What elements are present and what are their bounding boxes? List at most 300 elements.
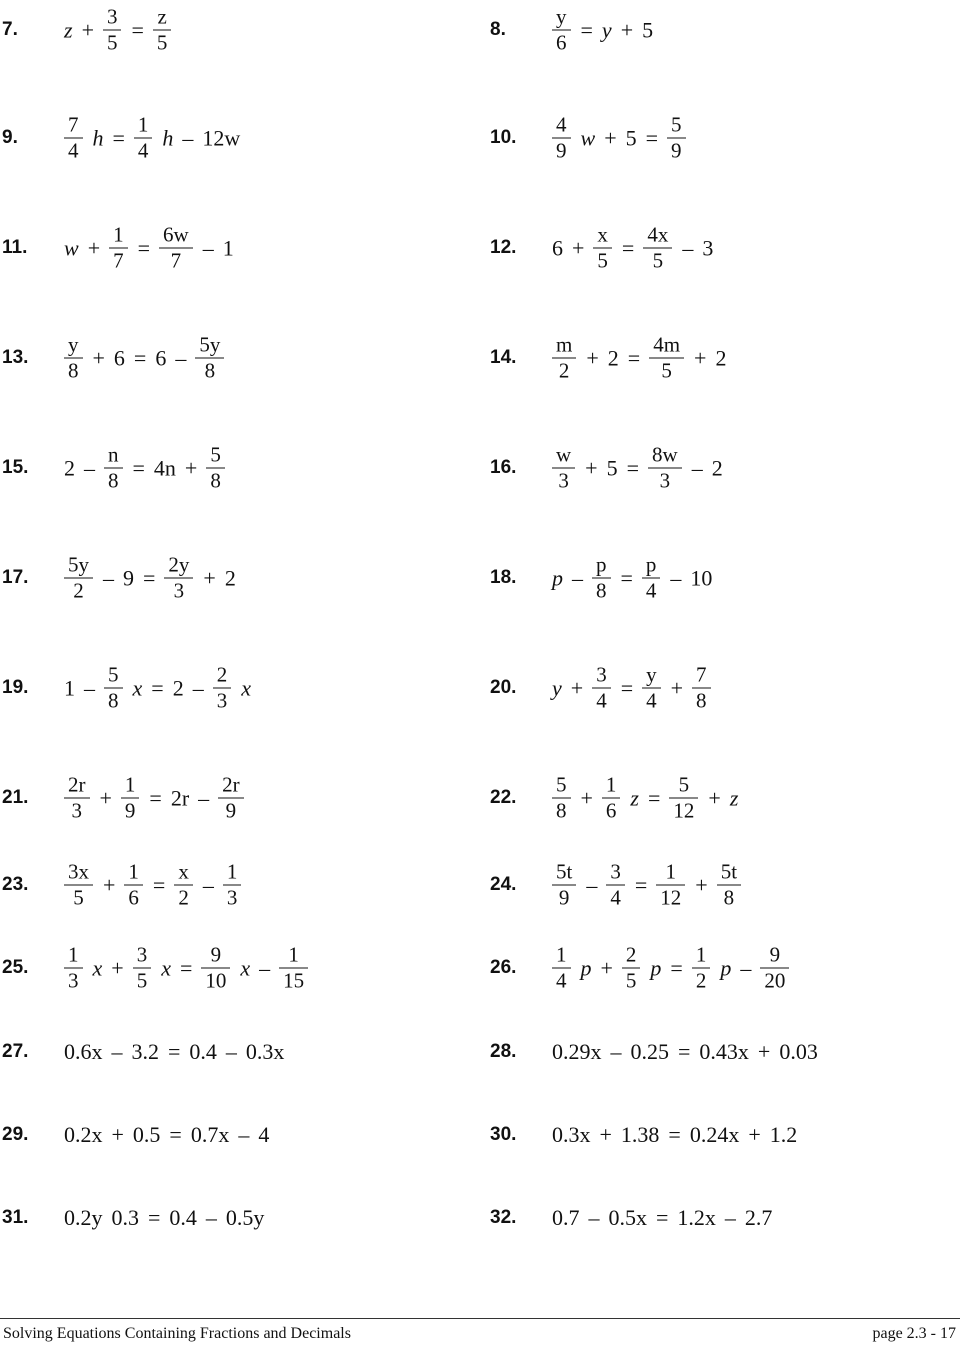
fraction: [195, 332, 224, 383]
denominator: 5: [106, 30, 118, 55]
equation-term: p: [720, 955, 732, 980]
numerator: 4m: [653, 332, 681, 357]
equation-term: 0.4: [169, 1205, 197, 1230]
problem-15: [2, 438, 462, 498]
equation: [64, 4, 181, 55]
fraction: [648, 442, 682, 493]
problem-number: 13.: [2, 347, 29, 368]
fraction: [213, 662, 232, 713]
fraction: [134, 112, 153, 163]
equation-term: x: [92, 955, 103, 980]
fraction: [64, 772, 90, 823]
equation: [64, 662, 260, 713]
equation-term: +: [604, 125, 617, 150]
numerator: 1: [113, 222, 124, 247]
equation-term: z: [630, 785, 639, 810]
problem-number: 17.: [2, 567, 29, 588]
denominator: 8: [68, 358, 79, 383]
equation-term: –: [205, 1205, 217, 1230]
equation-term: 6: [113, 345, 125, 370]
problem-23: [2, 855, 462, 915]
equation-term: 0.3x: [552, 1122, 591, 1147]
problem-11: [2, 218, 462, 278]
numerator: 1: [226, 859, 238, 884]
numerator: z: [157, 4, 167, 29]
equation-term: =: [620, 675, 634, 700]
equation-term: –: [740, 955, 752, 980]
fraction: [64, 552, 93, 603]
numerator: y: [646, 662, 657, 687]
fraction: [104, 442, 123, 493]
denominator: 7: [170, 248, 182, 273]
numerator: 4: [556, 112, 567, 137]
equation-term: +: [111, 1122, 124, 1147]
numerator: 1: [124, 772, 136, 797]
numerator: 5: [108, 662, 119, 687]
equation-term: 2: [715, 345, 727, 370]
numerator: 2: [625, 942, 637, 967]
denominator: 3: [216, 688, 228, 713]
fraction: [103, 4, 122, 55]
denominator: 10: [205, 968, 227, 993]
equation-term: 1.2: [769, 1122, 798, 1147]
equation: [552, 332, 735, 383]
problem-30: [490, 1105, 950, 1165]
numerator: 1: [695, 942, 707, 967]
fraction: [104, 662, 123, 713]
equation-term: 5: [642, 17, 654, 42]
denominator: 3: [68, 968, 79, 993]
equation-term: –: [198, 785, 210, 810]
equation-term: =: [179, 955, 193, 980]
fraction: [153, 4, 172, 55]
fraction: [552, 772, 571, 823]
equation-term: 1: [64, 675, 75, 700]
equation: [64, 442, 235, 493]
equation-term: +: [103, 872, 116, 897]
footer-title: Solving Equations Containing Fractions and Decimals: [3, 1325, 351, 1342]
fraction: [174, 859, 193, 910]
equation-term: w: [64, 235, 79, 260]
equation-term: 0.25: [630, 1039, 669, 1064]
fraction: [592, 662, 611, 713]
equation-term: =: [647, 785, 661, 810]
equation: [64, 859, 251, 910]
numerator: 4x: [647, 222, 669, 247]
problem-number: 9.: [2, 127, 18, 148]
equation-term: =: [168, 1039, 181, 1064]
problem-number: 22.: [490, 787, 517, 808]
numerator: 6w: [163, 222, 189, 247]
fraction: [656, 859, 685, 910]
problem-7: [2, 0, 462, 60]
problem-22: [490, 768, 950, 828]
equation-term: =: [626, 455, 640, 480]
equation-term: 12w: [202, 125, 241, 150]
numerator: 2r: [68, 772, 86, 797]
equation-term: =: [678, 1039, 691, 1064]
problem-25: [2, 938, 462, 998]
equation-term: –: [586, 872, 598, 897]
problem-29: [2, 1105, 462, 1165]
equation: [552, 1122, 806, 1148]
numerator: p: [645, 552, 657, 577]
denominator: 9: [225, 798, 237, 823]
denominator: 4: [645, 578, 657, 603]
numerator: 1: [556, 942, 567, 967]
numerator: 5y: [68, 552, 89, 577]
denominator: 4: [556, 968, 567, 993]
equation: [552, 942, 799, 993]
equation-term: 3: [702, 235, 714, 260]
equation-term: –: [225, 1039, 237, 1064]
numerator: 1: [137, 112, 149, 137]
equation-term: –: [84, 675, 95, 700]
equation: [552, 222, 722, 273]
problem-21: [2, 768, 462, 828]
numerator: 2y: [168, 552, 190, 577]
equation-term: –: [111, 1039, 123, 1064]
equation-term: =: [668, 1122, 681, 1147]
denominator: 8: [723, 885, 735, 910]
numerator: n: [108, 442, 119, 467]
equation-term: +: [600, 955, 613, 980]
numerator: 2r: [222, 772, 240, 797]
fraction: [279, 942, 308, 993]
equation-term: =: [148, 1205, 161, 1230]
denominator: 2: [73, 578, 84, 603]
fraction: [109, 222, 128, 273]
problem-14: [490, 328, 950, 388]
equation: [552, 112, 696, 163]
equation-term: =: [620, 565, 633, 590]
problem-9: [2, 108, 462, 168]
equation-term: =: [151, 675, 164, 700]
equation-term: –: [202, 235, 214, 260]
equation-term: 0.5x: [608, 1205, 647, 1230]
denominator: 5: [136, 968, 148, 993]
numerator: 5: [210, 442, 221, 467]
numerator: y: [68, 332, 79, 357]
page-number: page 2.3 - 17: [872, 1325, 956, 1342]
equation-term: –: [192, 675, 204, 700]
equation: [552, 1205, 781, 1231]
equation-term: z: [729, 785, 739, 810]
denominator: 9: [124, 798, 136, 823]
equation: [64, 552, 245, 603]
equation-term: 5: [606, 455, 618, 480]
fraction: [64, 859, 93, 910]
denominator: 3: [173, 578, 185, 603]
problem-number: 31.: [2, 1207, 29, 1228]
problem-28: [490, 1022, 950, 1082]
equation-term: –: [238, 1122, 250, 1147]
problem-number: 24.: [490, 874, 517, 895]
equation-term: –: [175, 345, 187, 370]
equation: [552, 442, 732, 493]
equation-term: 9: [123, 565, 134, 590]
problem-number: 19.: [2, 677, 29, 698]
equation-term: 0.24x: [689, 1122, 740, 1147]
numerator: x: [597, 222, 608, 247]
equation-term: +: [585, 455, 598, 480]
equation-term: p: [580, 955, 592, 980]
equation-term: +: [111, 955, 124, 980]
equation: [552, 1039, 827, 1065]
problem-number: 28.: [490, 1041, 517, 1062]
equation-term: 2: [711, 455, 723, 480]
denominator: 5: [597, 248, 608, 273]
problem-8: [490, 0, 950, 60]
equation-term: =: [169, 1122, 182, 1147]
fraction: [164, 552, 193, 603]
denominator: 5: [661, 358, 672, 383]
numerator: x: [178, 859, 189, 884]
numerator: 1: [665, 859, 677, 884]
numerator: 5y: [199, 332, 221, 357]
fraction: [669, 772, 698, 823]
equation-term: =: [621, 235, 635, 260]
fraction: [552, 112, 571, 163]
problem-12: [490, 218, 950, 278]
equation-term: –: [588, 1205, 600, 1230]
numerator: 5t: [720, 859, 738, 884]
denominator: 5: [156, 30, 168, 55]
numerator: 1: [128, 859, 139, 884]
numerator: 2: [216, 662, 228, 687]
numerator: 3: [610, 859, 621, 884]
equation-term: 3.2: [131, 1039, 159, 1064]
denominator: 4: [137, 138, 149, 163]
equation-term: =: [137, 235, 151, 260]
numerator: w: [556, 442, 572, 467]
equation-term: +: [757, 1039, 771, 1064]
equation-term: 0.7x: [190, 1122, 230, 1147]
equation-term: 0.3x: [245, 1039, 285, 1064]
denominator: 8: [108, 688, 119, 713]
equation-term: 2: [64, 455, 75, 480]
equation-term: –: [682, 235, 694, 260]
equation-term: +: [81, 17, 94, 42]
denominator: 2: [695, 968, 707, 993]
equation-term: 0.5: [132, 1122, 161, 1147]
equation: [64, 332, 234, 383]
equation: [64, 772, 254, 823]
denominator: 2: [558, 358, 570, 383]
fraction: [121, 772, 140, 823]
fraction: [552, 942, 571, 993]
denominator: 3: [659, 468, 671, 493]
problem-19: [2, 658, 462, 718]
equation-term: =: [143, 565, 156, 590]
problem-number: 10.: [490, 127, 517, 148]
numerator: 9: [769, 942, 781, 967]
fraction: [552, 442, 575, 493]
equation-term: 0.2x: [64, 1122, 103, 1147]
equation-term: =: [131, 17, 144, 42]
denominator: 8: [596, 578, 607, 603]
equation-term: 2: [224, 565, 236, 590]
equation-term: +: [184, 455, 198, 480]
problem-number: 14.: [490, 347, 517, 368]
equation-term: 10: [690, 565, 713, 590]
problem-number: 16.: [490, 457, 517, 478]
problem-26: [490, 938, 950, 998]
fraction: [602, 772, 621, 823]
equation-term: =: [152, 872, 166, 897]
equation-term: =: [645, 125, 659, 150]
equation: [64, 222, 243, 273]
equation-term: –: [724, 1205, 736, 1230]
equation-term: 2: [607, 345, 619, 370]
fraction: [206, 442, 225, 493]
numerator: 8w: [652, 442, 678, 467]
denominator: 5: [625, 968, 637, 993]
equation-term: 2r: [170, 785, 190, 810]
denominator: 2: [178, 885, 189, 910]
numerator: m: [556, 332, 573, 357]
problem-number: 26.: [490, 957, 517, 978]
equation-term: =: [656, 1205, 669, 1230]
equation-term: –: [670, 565, 682, 590]
fraction: [64, 112, 83, 163]
fraction: [717, 859, 741, 910]
equation: [552, 4, 662, 55]
equation-term: 0.2y: [64, 1205, 103, 1230]
equation-term: +: [572, 235, 585, 260]
equation-term: +: [92, 345, 105, 370]
equation-term: –: [259, 955, 271, 980]
equation-term: –: [610, 1039, 622, 1064]
fraction: [552, 4, 571, 55]
equation-term: –: [202, 872, 214, 897]
denominator: 4: [596, 688, 607, 713]
denominator: 3: [226, 885, 238, 910]
numerator: 3: [106, 4, 118, 29]
equation-term: 0.03: [779, 1039, 818, 1064]
equation-term: 2: [172, 675, 184, 700]
equation-term: 1.38: [620, 1122, 660, 1147]
problem-31: [2, 1188, 462, 1248]
equation-term: +: [599, 1122, 612, 1147]
denominator: 3: [71, 798, 82, 823]
equation: [64, 942, 318, 993]
denominator: 9: [556, 138, 567, 163]
equation-term: –: [691, 455, 703, 480]
denominator: 8: [210, 468, 221, 493]
equation-term: =: [132, 455, 145, 480]
fraction: [643, 222, 672, 273]
denominator: 8: [204, 358, 216, 383]
equation-term: 6: [155, 345, 167, 370]
equation: [552, 552, 721, 603]
equation: [64, 1039, 293, 1065]
equation-term: 0.7: [552, 1205, 580, 1230]
equation: [552, 662, 721, 713]
numerator: 5: [671, 112, 682, 137]
numerator: 3: [596, 662, 607, 687]
equation: [64, 1205, 273, 1231]
problem-16: [490, 438, 950, 498]
denominator: 15: [283, 968, 305, 993]
equation-term: w: [580, 125, 596, 150]
denominator: 12: [660, 885, 682, 910]
equation-term: 5: [625, 125, 637, 150]
equation-term: +: [99, 785, 112, 810]
denominator: 6: [556, 30, 567, 55]
denominator: 9: [671, 138, 682, 163]
equation-term: p: [552, 565, 563, 590]
numerator: 7: [696, 662, 707, 687]
equation-term: =: [580, 17, 593, 42]
problem-number: 30.: [490, 1124, 517, 1145]
equation-term: z: [64, 17, 73, 42]
fraction: [64, 942, 83, 993]
problem-number: 25.: [2, 957, 29, 978]
fraction: [667, 112, 686, 163]
problem-32: [490, 1188, 950, 1248]
fraction: [606, 859, 625, 910]
numerator: 3x: [68, 859, 89, 884]
fraction: [692, 942, 711, 993]
problem-number: 20.: [490, 677, 517, 698]
problem-number: 23.: [2, 874, 29, 895]
equation-term: +: [586, 345, 599, 370]
fraction: [592, 552, 611, 603]
equation-term: 6: [552, 235, 563, 260]
numerator: 7: [68, 112, 79, 137]
equation-term: 0.5y: [225, 1205, 265, 1230]
denominator: 8: [556, 798, 567, 823]
denominator: 8: [108, 468, 119, 493]
equation-term: +: [87, 235, 101, 260]
equation-term: –: [103, 565, 114, 590]
numerator: 1: [288, 942, 299, 967]
equation-term: x: [161, 955, 171, 980]
equation: [552, 772, 747, 823]
equation-term: –: [84, 455, 95, 480]
problem-number: 29.: [2, 1124, 29, 1145]
denominator: 4: [646, 688, 657, 713]
numerator: 9: [210, 942, 222, 967]
equation-term: =: [133, 345, 147, 370]
equation-term: 0.29x: [552, 1039, 602, 1064]
equation-term: =: [149, 785, 162, 810]
denominator: 7: [113, 248, 124, 273]
equation-term: +: [694, 345, 707, 370]
equation-term: y: [601, 17, 612, 42]
fraction: [159, 222, 193, 273]
denominator: 6: [605, 798, 617, 823]
fraction: [552, 859, 576, 910]
numerator: 1: [605, 772, 617, 797]
fraction: [622, 942, 641, 993]
equation-term: 1.2x: [677, 1205, 716, 1230]
problem-17: [2, 548, 462, 608]
numerator: 5t: [556, 859, 573, 884]
denominator: 20: [764, 968, 786, 993]
equation-term: +: [695, 872, 708, 897]
fraction: [218, 772, 244, 823]
equation-term: 2.7: [744, 1205, 773, 1230]
equation-term: p: [650, 955, 662, 980]
equation-term: =: [634, 872, 648, 897]
denominator: 5: [73, 885, 84, 910]
equation: [64, 1122, 278, 1148]
problem-number: 11.: [2, 237, 28, 258]
problem-18: [490, 548, 950, 608]
equation-term: 0.4: [189, 1039, 217, 1064]
